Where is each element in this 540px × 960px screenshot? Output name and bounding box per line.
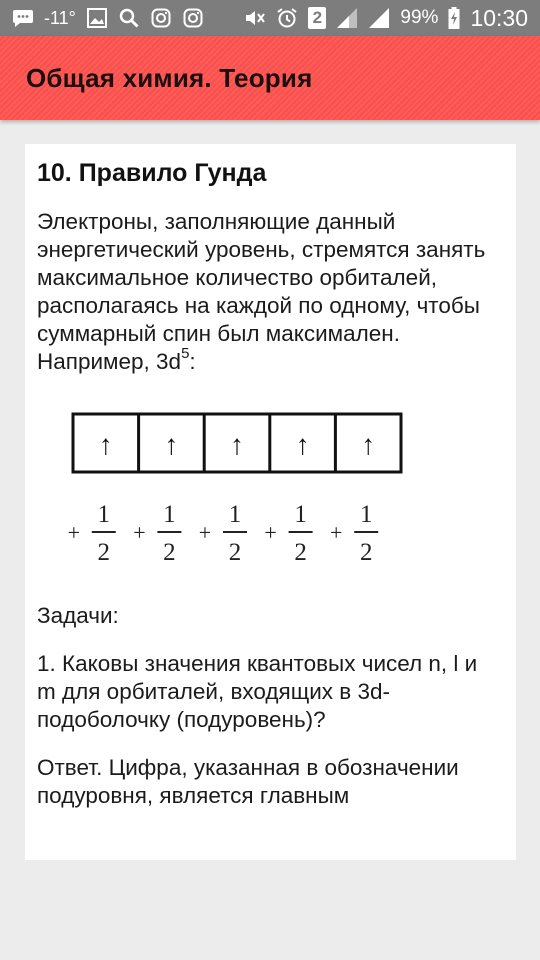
intro-superscript: 5 (181, 344, 190, 362)
sim2-label: 2 (312, 8, 323, 27)
orbital-arrow: ↑ (295, 430, 310, 461)
clock: 10:30 (470, 4, 528, 31)
status-bar-right (244, 5, 528, 32)
question-1: 1. Каковы значения квантовых чисел n, l и m для орбиталей, входящих в 3d-подоболочку (подуровень)? (37, 651, 478, 732)
search-icon (118, 7, 140, 29)
app-title: Общая химия. Теория (26, 62, 313, 93)
spin-sign: + (67, 520, 81, 545)
orbital-arrow: ↑ (98, 430, 113, 461)
instagram-icon (150, 7, 172, 29)
signal-icon (336, 7, 358, 29)
status-bar (0, 0, 540, 36)
mute-icon (244, 7, 266, 29)
spin-denominator: 2 (228, 539, 242, 566)
spin-sign: + (133, 520, 146, 545)
instagram-icon (182, 7, 204, 29)
spin-denominator: 2 (163, 539, 176, 566)
spin-sign: + (264, 520, 277, 545)
orbital-arrow: ↑ (230, 430, 244, 461)
orbital-diagram-svg (67, 412, 407, 582)
signal-icon (368, 7, 390, 29)
tasks-label: Задачи: (37, 603, 119, 628)
app-bar (0, 36, 540, 120)
intro-text: Электроны, заполняющие данный энергетический уровень, стремятся занять максимальное количество орбиталей, располагаясь на каждой по одному, чтобы суммарный спин был максимален. Например, 3d (37, 209, 486, 374)
article-intro (37, 208, 502, 376)
battery-charging-icon (448, 7, 460, 29)
spin-sign: + (329, 520, 343, 545)
orbital-arrow: ↑ (164, 430, 179, 461)
article-heading: 10. Правило Гунда (37, 159, 267, 187)
battery-percent: 99% (400, 7, 439, 28)
sim2-icon (308, 7, 326, 29)
spin-numerator: 1 (97, 501, 111, 528)
image-icon (86, 7, 108, 29)
answer-1: Ответ. Цифра, указанная в обозначении подуровня, является главным (37, 755, 459, 808)
chat-icon (12, 7, 34, 29)
status-bar-left (12, 7, 204, 29)
alarm-icon (276, 7, 298, 29)
spin-numerator: 1 (228, 501, 242, 528)
spin-denominator: 2 (294, 539, 307, 566)
hund-rule-diagram (67, 412, 407, 582)
article-card[interactable] (25, 144, 516, 860)
spin-numerator: 1 (359, 501, 373, 528)
spin-denominator: 2 (97, 539, 111, 566)
spin-sign: + (198, 520, 212, 545)
temperature-icon: -11° (44, 7, 76, 28)
intro-end: : (189, 349, 196, 374)
spin-denominator: 2 (359, 539, 373, 566)
spin-numerator: 1 (294, 501, 307, 528)
spin-numerator: 1 (163, 501, 176, 528)
orbital-arrow: ↑ (361, 430, 376, 461)
